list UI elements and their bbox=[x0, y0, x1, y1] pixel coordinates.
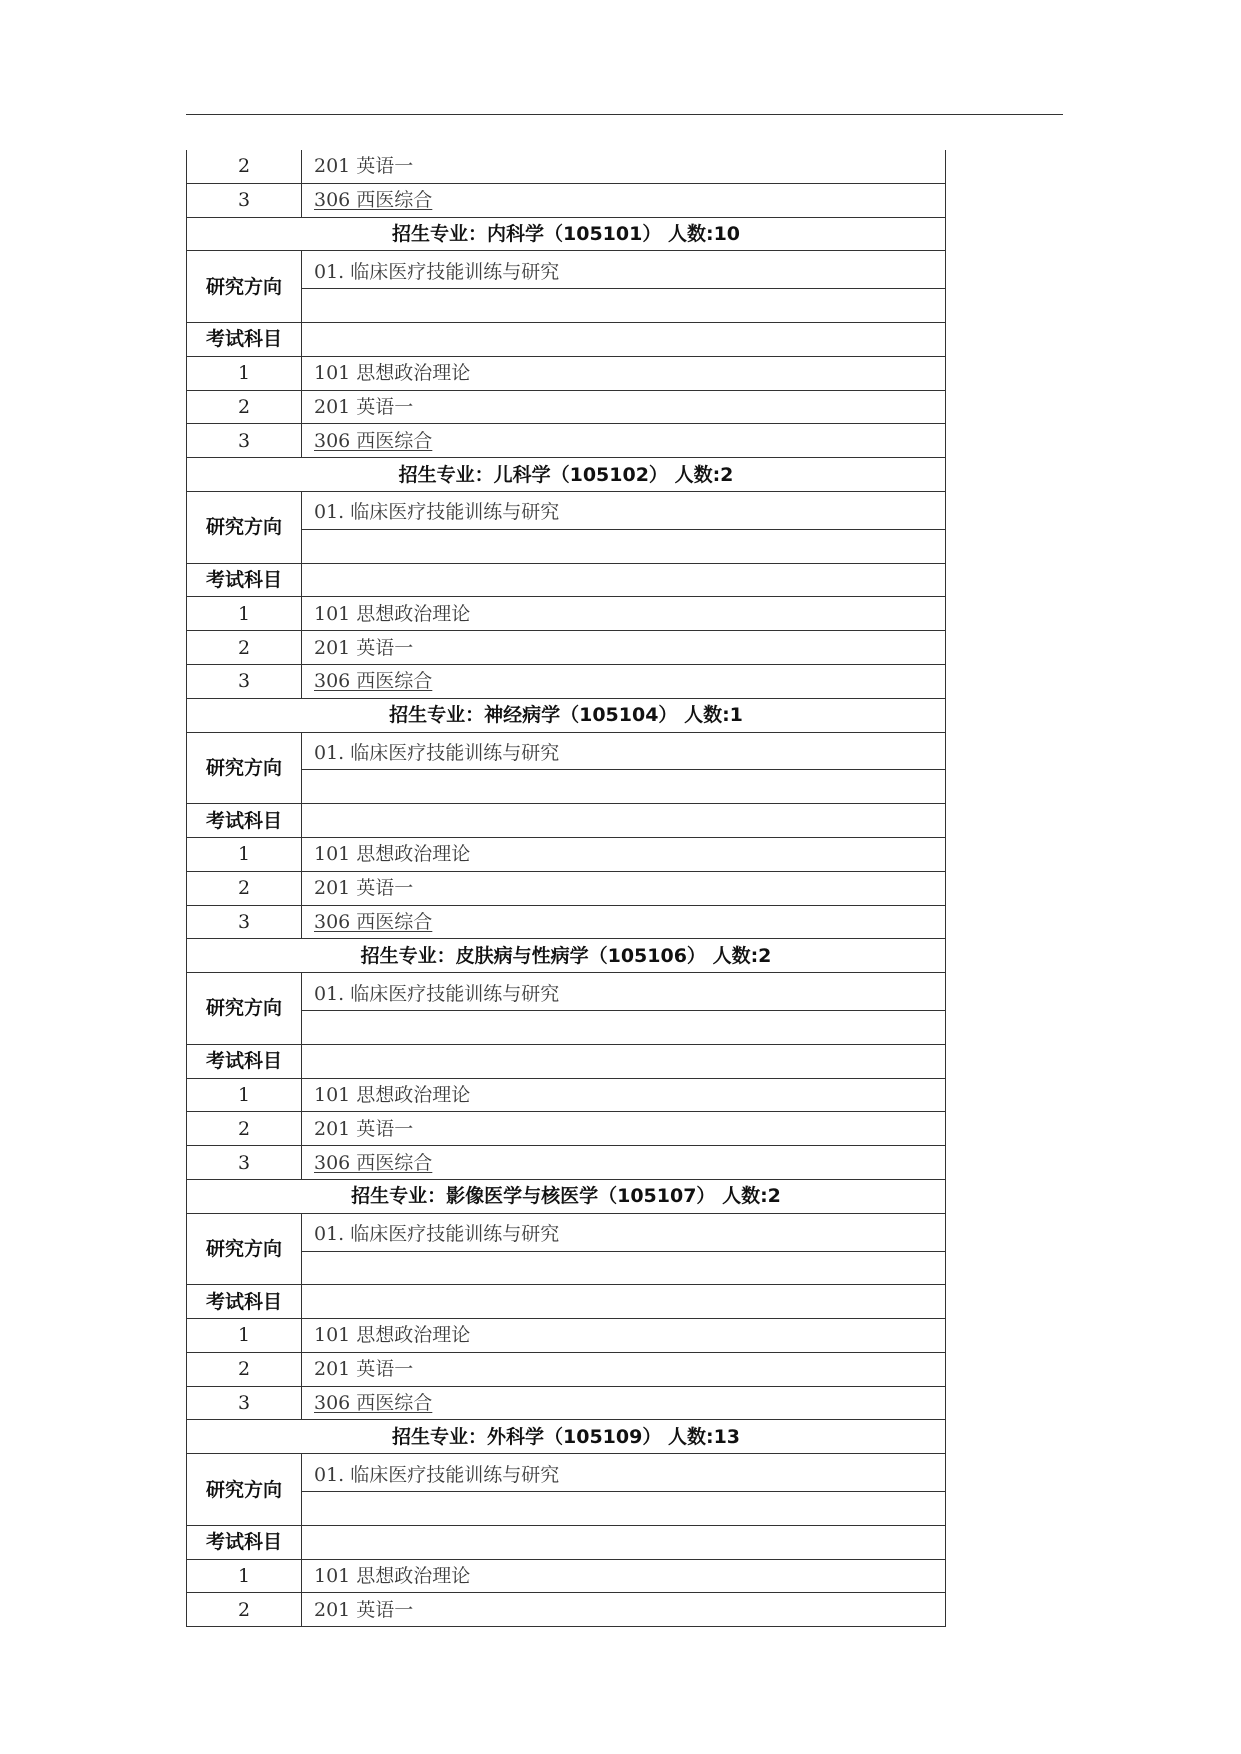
research-direction-label: 研究方向 bbox=[187, 1213, 302, 1285]
exam-subjects-blank-cell bbox=[302, 1525, 946, 1559]
direction-text: 01. 临床医疗技能训练与研究 bbox=[314, 260, 560, 283]
subject-number: 3 bbox=[187, 183, 302, 217]
subject-row bbox=[187, 183, 946, 217]
count-prefix: 人数: bbox=[722, 1185, 768, 1208]
subject-cell bbox=[302, 1593, 946, 1627]
subject-number: 1 bbox=[187, 356, 302, 390]
exam-subjects-row bbox=[187, 322, 946, 356]
direction-row bbox=[187, 251, 946, 289]
exam-subjects-row bbox=[187, 1044, 946, 1078]
subject-name: 101 思想政治理论 bbox=[314, 362, 471, 385]
research-direction-label: 研究方向 bbox=[187, 251, 302, 323]
subject-cell bbox=[302, 631, 946, 665]
subject-number: 2 bbox=[187, 150, 302, 183]
exam-subjects-blank-cell bbox=[302, 322, 946, 356]
exam-subjects-row bbox=[187, 1525, 946, 1559]
subject-number: 1 bbox=[187, 837, 302, 871]
exam-subjects-label: 考试科目 bbox=[187, 1044, 302, 1078]
subject-row bbox=[187, 1112, 946, 1146]
direction-blank-cell bbox=[302, 770, 946, 804]
subject-row bbox=[187, 837, 946, 871]
subject-row bbox=[187, 664, 946, 698]
direction-row bbox=[187, 973, 946, 1011]
direction-row bbox=[187, 491, 946, 529]
direction-blank-cell bbox=[302, 1010, 946, 1044]
exam-subjects-label: 考试科目 bbox=[187, 563, 302, 597]
subject-cell bbox=[302, 1559, 946, 1593]
research-direction-label: 研究方向 bbox=[187, 973, 302, 1045]
subject-row bbox=[187, 150, 946, 183]
subject-cell bbox=[302, 1352, 946, 1386]
subject-name: 101 思想政治理论 bbox=[314, 602, 471, 625]
subject-row bbox=[187, 871, 946, 905]
major-prefix: 招生专业： bbox=[360, 944, 456, 967]
exam-subjects-label: 考试科目 bbox=[187, 1525, 302, 1559]
subject-cell bbox=[302, 871, 946, 905]
exam-subjects-blank-cell bbox=[302, 1285, 946, 1319]
major-code: （105104） bbox=[560, 704, 678, 727]
subject-cell bbox=[302, 356, 946, 390]
subject-cell bbox=[302, 837, 946, 871]
direction-text: 01. 临床医疗技能训练与研究 bbox=[314, 501, 560, 524]
subject-number: 2 bbox=[187, 1352, 302, 1386]
subject-name: 201 英语一 bbox=[314, 1598, 414, 1621]
subject-number: 2 bbox=[187, 1112, 302, 1146]
major-count: 1 bbox=[729, 704, 743, 727]
subject-cell bbox=[302, 1319, 946, 1353]
major-header-row bbox=[187, 939, 946, 973]
direction-text: 01. 临床医疗技能训练与研究 bbox=[314, 1223, 560, 1246]
direction-cell bbox=[302, 1454, 946, 1492]
major-header-row bbox=[187, 1179, 946, 1213]
direction-text: 01. 临床医疗技能训练与研究 bbox=[314, 982, 560, 1005]
major-count: 2 bbox=[758, 944, 772, 967]
subject-number: 1 bbox=[187, 597, 302, 631]
direction-cell bbox=[302, 251, 946, 289]
major-count: 2 bbox=[720, 463, 734, 486]
major-header-row bbox=[187, 1420, 946, 1454]
exam-subjects-label: 考试科目 bbox=[187, 804, 302, 838]
exam-subjects-label: 考试科目 bbox=[187, 1285, 302, 1319]
major-code: （105107） bbox=[598, 1185, 716, 1208]
subject-name: 201 英语一 bbox=[314, 877, 414, 900]
count-prefix: 人数: bbox=[667, 1425, 714, 1448]
direction-text: 01. 临床医疗技能训练与研究 bbox=[314, 1463, 560, 1486]
subject-row bbox=[187, 905, 946, 939]
major-count: 13 bbox=[713, 1425, 741, 1448]
subject-name[interactable]: 306 西医综合 bbox=[314, 189, 433, 212]
research-direction-label: 研究方向 bbox=[187, 491, 302, 563]
subject-name[interactable]: 306 西医综合 bbox=[314, 1392, 433, 1415]
exam-subjects-blank-cell bbox=[302, 1044, 946, 1078]
subject-name: 201 英语一 bbox=[314, 395, 414, 418]
subject-cell bbox=[302, 424, 946, 458]
major-name: 内科学 bbox=[486, 222, 544, 245]
direction-row bbox=[187, 1454, 946, 1492]
enrollment-plan-table bbox=[186, 150, 946, 1627]
subject-cell bbox=[302, 183, 946, 217]
major-name: 外科学 bbox=[486, 1425, 544, 1448]
header-rule bbox=[186, 114, 1063, 115]
exam-subjects-row bbox=[187, 804, 946, 838]
major-prefix: 招生专业： bbox=[391, 222, 487, 245]
subject-number: 2 bbox=[187, 1593, 302, 1627]
direction-blank-cell bbox=[302, 1251, 946, 1285]
major-name: 儿科学 bbox=[493, 463, 551, 486]
subject-cell bbox=[302, 905, 946, 939]
subject-row bbox=[187, 356, 946, 390]
direction-blank-cell bbox=[302, 529, 946, 563]
subject-cell bbox=[302, 1112, 946, 1146]
subject-row bbox=[187, 1352, 946, 1386]
research-direction-label: 研究方向 bbox=[187, 732, 302, 804]
exam-subjects-blank-cell bbox=[302, 563, 946, 597]
direction-cell bbox=[302, 973, 946, 1011]
major-header bbox=[187, 698, 946, 732]
subject-name: 101 思想政治理论 bbox=[314, 1324, 471, 1347]
major-prefix: 招生专业： bbox=[351, 1185, 447, 1208]
exam-subjects-row bbox=[187, 1285, 946, 1319]
subject-name: 101 思想政治理论 bbox=[314, 843, 471, 866]
direction-text: 01. 临床医疗技能训练与研究 bbox=[314, 741, 560, 764]
subject-number: 3 bbox=[187, 1146, 302, 1180]
subject-number: 2 bbox=[187, 631, 302, 665]
subject-name[interactable]: 306 西医综合 bbox=[314, 910, 433, 933]
count-prefix: 人数: bbox=[667, 222, 714, 245]
subject-number: 1 bbox=[187, 1078, 302, 1112]
major-header bbox=[187, 217, 946, 251]
direction-blank-cell bbox=[302, 1492, 946, 1526]
direction-blank-cell bbox=[302, 289, 946, 323]
subject-row bbox=[187, 597, 946, 631]
subject-row bbox=[187, 1593, 946, 1627]
subject-row bbox=[187, 1078, 946, 1112]
major-count: 10 bbox=[713, 222, 741, 245]
major-header bbox=[187, 1420, 946, 1454]
enrollment-plan-body bbox=[187, 150, 946, 1627]
exam-subjects-row bbox=[187, 563, 946, 597]
count-prefix: 人数: bbox=[684, 704, 730, 727]
count-prefix: 人数: bbox=[712, 944, 759, 967]
major-header-row bbox=[187, 458, 946, 492]
subject-row bbox=[187, 1319, 946, 1353]
direction-cell bbox=[302, 491, 946, 529]
subject-row bbox=[187, 1559, 946, 1593]
subject-cell bbox=[302, 1386, 946, 1420]
subject-number: 1 bbox=[187, 1559, 302, 1593]
direction-row bbox=[187, 732, 946, 770]
subject-row bbox=[187, 631, 946, 665]
subject-row bbox=[187, 390, 946, 424]
subject-number: 3 bbox=[187, 664, 302, 698]
major-name: 影像医学与核医学 bbox=[446, 1185, 599, 1208]
subject-number: 3 bbox=[187, 905, 302, 939]
subject-cell bbox=[302, 664, 946, 698]
major-header bbox=[187, 1179, 946, 1213]
major-prefix: 招生专业： bbox=[391, 1425, 487, 1448]
subject-name: 101 思想政治理论 bbox=[314, 1083, 471, 1106]
subject-number: 2 bbox=[187, 390, 302, 424]
exam-subjects-label: 考试科目 bbox=[187, 322, 302, 356]
major-code: （105102） bbox=[550, 463, 668, 486]
major-code: （105106） bbox=[588, 944, 706, 967]
major-header-row bbox=[187, 698, 946, 732]
subject-cell bbox=[302, 390, 946, 424]
subject-number: 2 bbox=[187, 871, 302, 905]
direction-cell bbox=[302, 732, 946, 770]
subject-cell bbox=[302, 597, 946, 631]
major-code: （105109） bbox=[544, 1425, 662, 1448]
subject-number: 3 bbox=[187, 424, 302, 458]
subject-name: 201 英语一 bbox=[314, 636, 414, 659]
subject-row bbox=[187, 1386, 946, 1420]
exam-subjects-blank-cell bbox=[302, 804, 946, 838]
major-header-row bbox=[187, 217, 946, 251]
research-direction-label: 研究方向 bbox=[187, 1454, 302, 1526]
subject-row bbox=[187, 424, 946, 458]
subject-name[interactable]: 306 西医综合 bbox=[314, 670, 433, 693]
subject-row bbox=[187, 1146, 946, 1180]
major-header bbox=[187, 939, 946, 973]
major-code: （105101） bbox=[544, 222, 662, 245]
major-name: 神经病学 bbox=[484, 704, 561, 727]
subject-cell bbox=[302, 1146, 946, 1180]
subject-number: 1 bbox=[187, 1319, 302, 1353]
subject-name: 101 思想政治理论 bbox=[314, 1565, 471, 1588]
direction-cell bbox=[302, 1213, 946, 1251]
direction-row bbox=[187, 1213, 946, 1251]
major-count: 2 bbox=[767, 1185, 781, 1208]
subject-name: 201 英语一 bbox=[314, 1117, 414, 1140]
subject-name: 201 英语一 bbox=[314, 1358, 414, 1381]
subject-name[interactable]: 306 西医综合 bbox=[314, 1151, 433, 1174]
subject-cell bbox=[302, 1078, 946, 1112]
count-prefix: 人数: bbox=[674, 463, 721, 486]
major-prefix: 招生专业： bbox=[398, 463, 494, 486]
major-header bbox=[187, 458, 946, 492]
major-name: 皮肤病与性病学 bbox=[455, 944, 589, 967]
subject-number: 3 bbox=[187, 1386, 302, 1420]
major-prefix: 招生专业： bbox=[389, 704, 485, 727]
subject-cell bbox=[302, 150, 946, 183]
subject-name: 201 英语一 bbox=[314, 155, 414, 178]
subject-name[interactable]: 306 西医综合 bbox=[314, 429, 433, 452]
